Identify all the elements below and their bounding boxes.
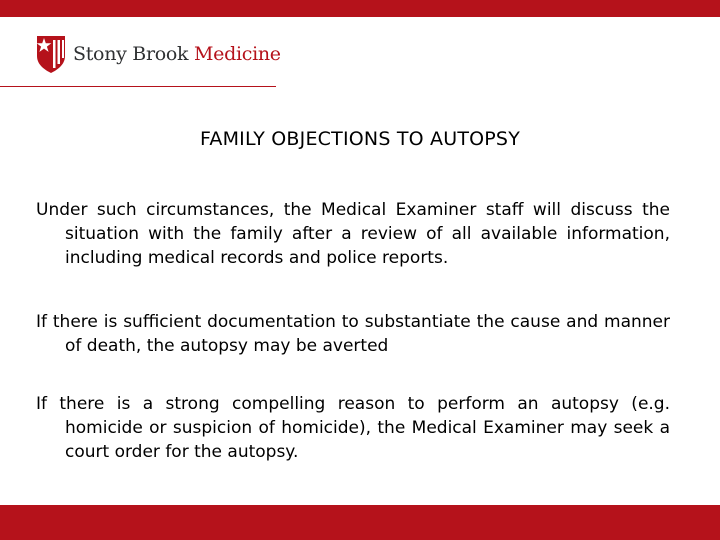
logo-brand-name: Stony Brook xyxy=(73,43,189,65)
bottom-banner xyxy=(0,505,720,540)
paragraph-2: If there is sufficient documentation to substantiate the cause and manner of death, the autopsy may be averted xyxy=(36,312,670,356)
slide-title: FAMILY OBJECTIONS TO AUTOPSY xyxy=(199,128,521,150)
logo-brand-suffix: Medicine xyxy=(194,43,281,65)
stony-brook-logo xyxy=(35,34,281,74)
header-divider xyxy=(0,86,276,87)
paragraph-1: Under such circumstances, the Medical Examiner staff will discuss the situation with the family after a review of all available information, including medical records and police reports. xyxy=(36,200,670,268)
paragraph-3: If there is a strong compelling reason to perform an autopsy (e.g. homicide or suspicion of homicide), the Medical Examiner may seek a court order for the autopsy. xyxy=(36,394,670,462)
shield-star-icon xyxy=(35,34,67,74)
logo-wordmark xyxy=(73,43,281,65)
top-banner xyxy=(0,0,720,17)
